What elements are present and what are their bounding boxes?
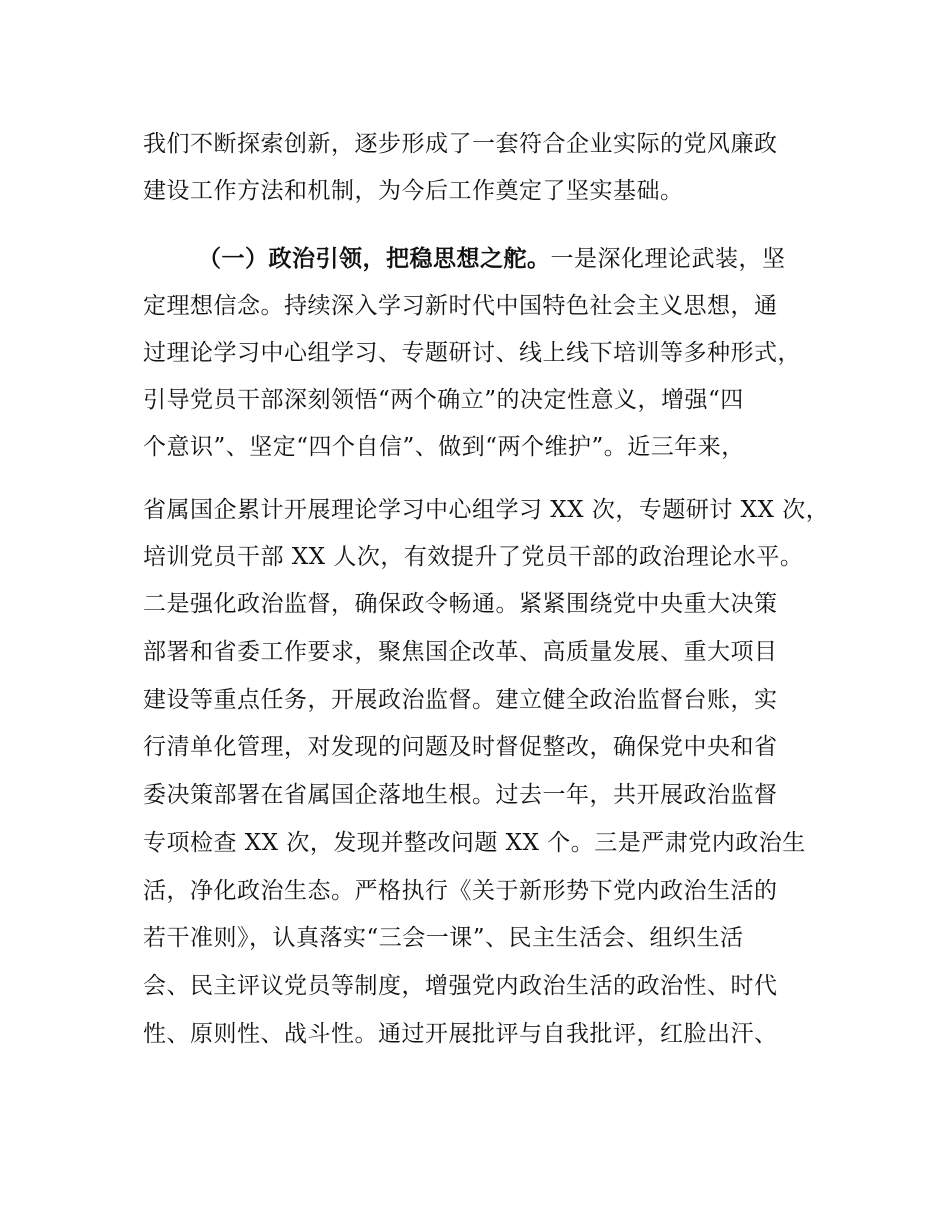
paragraph-2-line-5: 个意识”、坚定“四个自信”、做到“两个维护”。近三年来，	[143, 434, 745, 460]
section-heading: （一）政治引领，把稳思想之舵。	[198, 245, 551, 272]
paragraph-2-line-14: 活，净化政治生态。严格执行《关于新形势下党内政治生活的	[143, 878, 778, 904]
paragraph-2-line-2: 定理想信念。持续深入学习新时代中国特色社会主义思想，通	[143, 293, 778, 319]
paragraph-2-line-9: 部署和省委工作要求，聚焦国企改革、高质量发展、重大项目	[143, 639, 778, 665]
paragraph-2-line-3: 过理论学习中心组学习、专题研讨、线上线下培训等多种形式，	[143, 340, 801, 366]
paragraph-2-line-10: 建设等重点任务，开展政治监督。建立健全政治监督台账，实	[143, 687, 778, 713]
paragraph-2-line-16: 会、民主评议党员等制度，增强党内政治生活的政治性、时代	[143, 973, 778, 999]
paragraph-2-line-7: 培训党员干部 XX 人次，有效提升了党员干部的政治理论水平。	[143, 544, 804, 570]
paragraph-2-line-1-text: 一是深化理论武装，坚	[550, 246, 786, 272]
paragraph-2-line-6: 省属国企累计开展理论学习中心组学习 XX 次，专题研讨 XX 次，	[143, 497, 830, 523]
paragraph-1-line-1: 我们不断探索创新，逐步形成了一套符合企业实际的党风廉政	[143, 131, 778, 157]
paragraph-2-line-13: 专项检查 XX 次，发现并整改问题 XX 个。三是严肃党内政治生	[143, 830, 806, 856]
paragraph-2-line-12: 委决策部署在省属国企落地生根。过去一年，共开展政治监督	[143, 782, 778, 808]
paragraph-2-line-8: 二是强化政治监督，确保政令畅通。紧紧围绕党中央重大决策	[143, 591, 778, 617]
paragraph-2-line-1	[198, 239, 823, 279]
paragraph-2-line-4: 引导党员干部深刻领悟“两个确立”的决定性意义，增强“四	[143, 387, 744, 413]
paragraph-1-line-2: 建设工作方法和机制，为今后工作奠定了坚实基础。	[143, 178, 684, 204]
paragraph-2-line-17: 性、原则性、战斗性。通过开展批评与自我批评，红脸出汗、	[143, 1021, 778, 1047]
paragraph-2-line-11: 行清单化管理，对发现的问题及时督促整改，确保党中央和省	[143, 734, 778, 760]
paragraph-2-line-15: 若干准则》，认真落实“三会一课”、民主生活会、组织生活	[143, 925, 744, 951]
